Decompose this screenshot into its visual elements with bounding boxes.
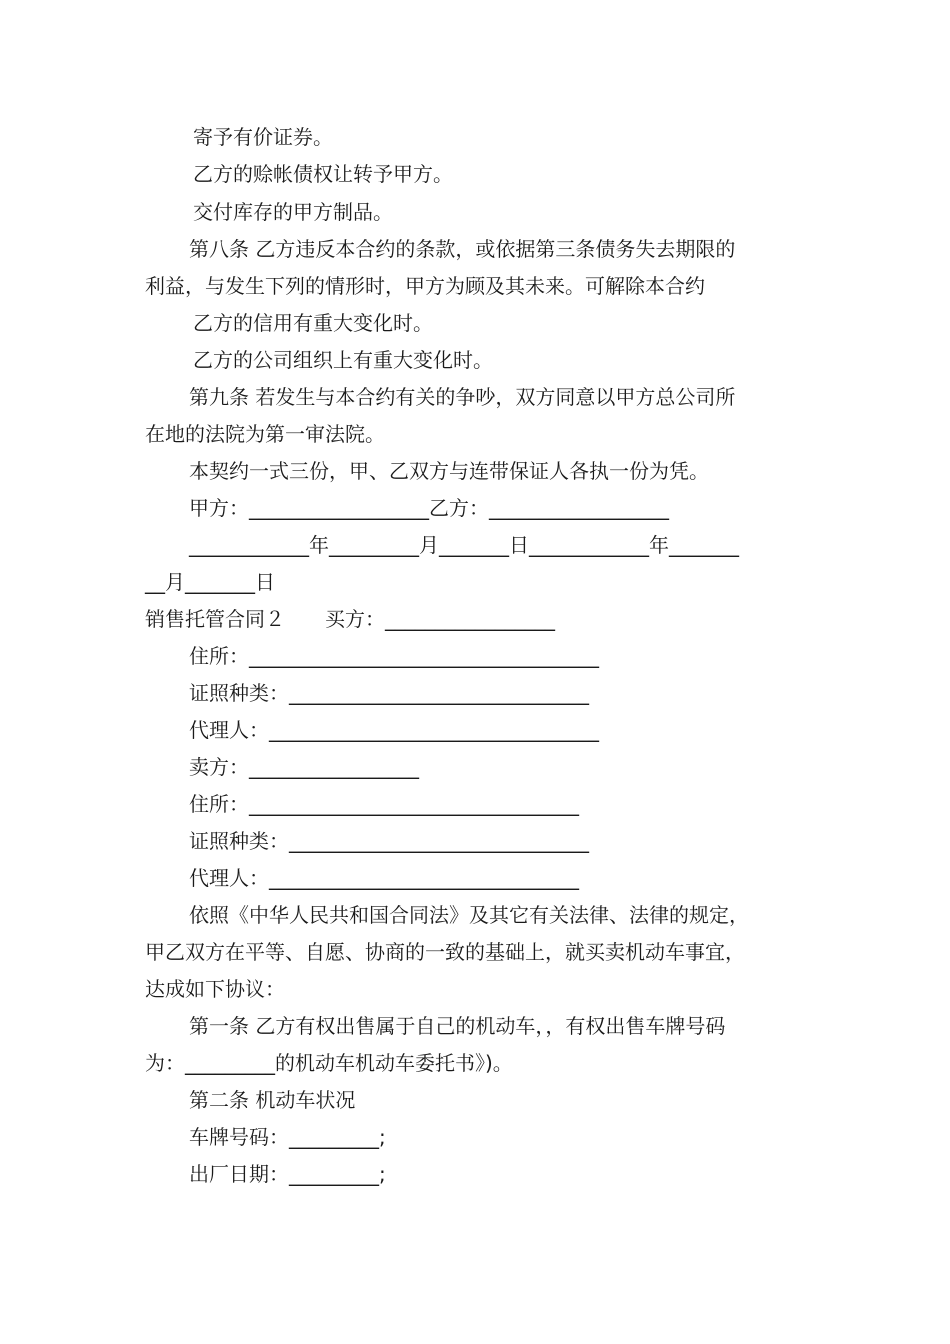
- text-line: 本契约一式三份，甲、乙双方与连带保证人各执一份为凭。: [189, 459, 709, 483]
- text-line: 利益，与发生下列的情形时，甲方为顾及其未来。可解除本合约: [145, 274, 705, 298]
- text-line: 第一条 乙方有权出售属于自己的机动车，，有权出售车牌号码: [189, 1014, 726, 1038]
- contract-title-line: 销售托管合同２ 买方：_________________: [145, 607, 555, 631]
- text-line: 第八条 乙方违反本合约的条款，或依据第三条债务失去期限的: [189, 237, 736, 261]
- date-line: ____________年_________月_______日____________年_______: [189, 533, 739, 557]
- manufacture-date-line: 出厂日期：_________;: [189, 1162, 386, 1186]
- text-line: 第九条 若发生与本合约有关的争吵，双方同意以甲方总公司所: [189, 385, 736, 409]
- text-line: 交付库存的甲方制品。: [193, 200, 393, 224]
- text-line: 在地的法院为第一审法院。: [145, 422, 385, 446]
- text-line: 寄予有价证券。: [193, 125, 333, 149]
- buyer-address-line: 住所：___________________________________: [189, 644, 599, 668]
- plate-number-line: 车牌号码：_________;: [189, 1125, 386, 1149]
- seller-id-type-line: 证照种类：______________________________: [189, 829, 589, 853]
- text-line: 为：_________的机动车机动车委托书》)。: [145, 1051, 513, 1075]
- seller-address-line: 住所：_________________________________: [189, 792, 579, 816]
- party-signature-line: 甲方：__________________乙方：__________________: [189, 496, 669, 520]
- buyer-id-type-line: 证照种类：______________________________: [189, 681, 589, 705]
- text-line: 达成如下协议：: [145, 977, 285, 1001]
- text-line: 乙方的公司组织上有重大变化时。: [193, 348, 493, 372]
- section-heading: 第二条 机动车状况: [189, 1088, 356, 1112]
- buyer-agent-line: 代理人：_________________________________: [189, 718, 599, 742]
- text-line: 甲乙双方在平等、自愿、协商的一致的基础上，就买卖机动车事宜，: [145, 940, 745, 964]
- text-line: 依照《中华人民共和国合同法》及其它有关法律、法律的规定，: [189, 903, 749, 927]
- seller-agent-line: 代理人：_______________________________: [189, 866, 579, 890]
- seller-line: 卖方：_________________: [189, 755, 419, 779]
- text-line: 乙方的信用有重大变化时。: [193, 311, 433, 335]
- text-line: 乙方的赊帐债权让转予甲方。: [193, 162, 453, 186]
- date-line-continued: __月_______日: [145, 570, 275, 594]
